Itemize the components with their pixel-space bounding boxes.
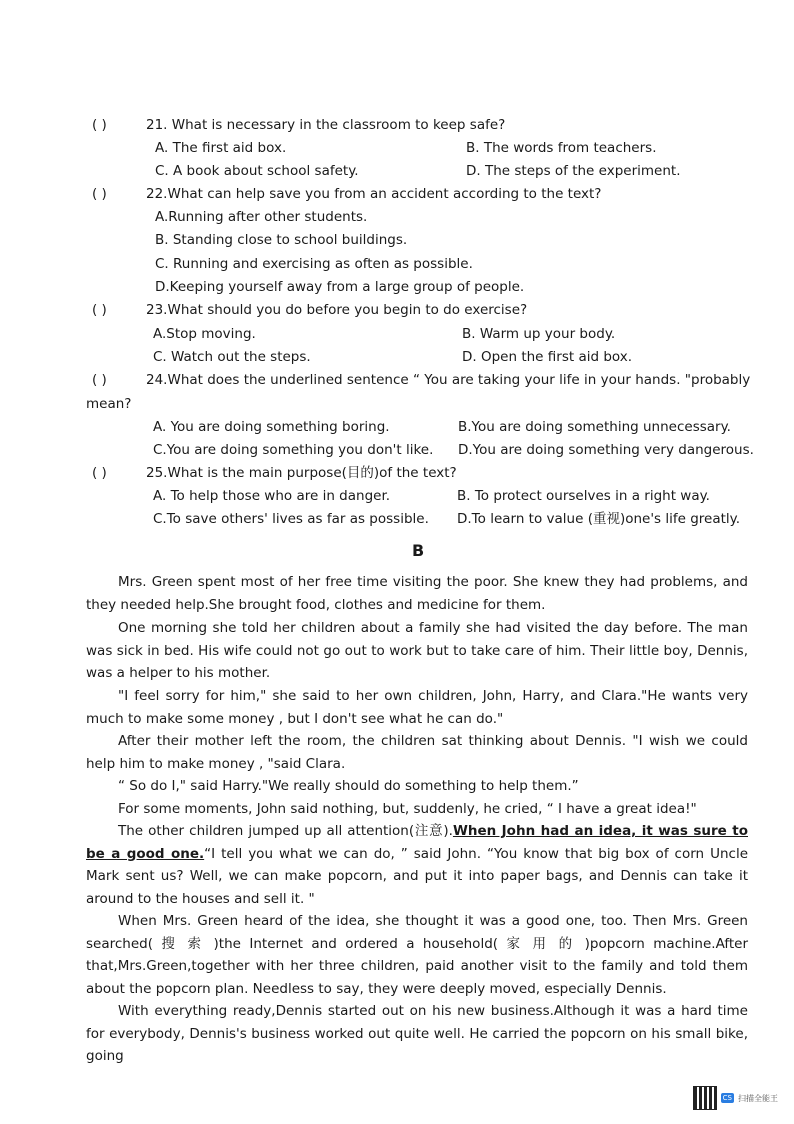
question-stem: 24.What does the underlined sentence “ You are taking your life in your hands. "probably (146, 372, 751, 388)
option-c: C. A book about school safety. (155, 163, 359, 179)
answer-blank: ( ) (92, 372, 107, 388)
option-b: B. To protect ourselves in a right way. (457, 488, 710, 504)
option-a: A. To help those who are in danger. (153, 488, 391, 504)
qr-code-icon (693, 1086, 717, 1110)
option-c: C. Watch out the steps. (153, 349, 311, 365)
answer-blank: ( ) (92, 117, 107, 133)
question-stem: 25.What is the main purpose(目的)of the text? (146, 465, 457, 481)
option-b: B. Warm up your body. (462, 326, 616, 342)
answer-blank: ( ) (92, 465, 107, 481)
scanner-label: 扫描全能王 (738, 1093, 778, 1103)
question-stem: 22.What can help save you from an accident according to the text? (146, 186, 602, 202)
paragraph: After their mother left the room, the children sat thinking about Dennis. "I wish we could help him to make money , "said Clara. (86, 733, 748, 772)
scanner-logo-icon: CS (722, 1094, 732, 1102)
option-d: D.Keeping yourself away from a large group of people. (155, 279, 525, 295)
option-a: A. The first aid box. (155, 140, 287, 156)
option-c: C. Running and exercising as often as possible. (155, 256, 473, 272)
paragraph: For some moments, John said nothing, but, suddenly, he cried, “ I have a great idea!" (118, 801, 697, 817)
option-d: D.You are doing something very dangerous. (458, 442, 754, 458)
question-stem-continued: mean? (86, 396, 132, 412)
question-24 (92, 371, 750, 389)
question-23 (92, 301, 527, 319)
underlined-sentence: When John had an idea, it was sure to be a good one. (86, 823, 748, 862)
option-b: B. The words from teachers. (466, 140, 657, 156)
paragraph: “ So do I," said Harry."We really should do something to help them.” (118, 778, 579, 794)
question-21 (92, 116, 505, 134)
option-b: B. Standing close to school buildings. (155, 232, 408, 248)
option-c: C.To save others' lives as far as possible. (153, 511, 429, 527)
question-stem: 23.What should you do before you begin to do exercise? (146, 302, 528, 318)
option-b: B.You are doing something unnecessary. (458, 419, 731, 435)
question-25 (92, 464, 457, 482)
paragraph: One morning she told her children about a family she had visited the day before. The man was sick in bed. His wife could not go out to work but to take care of him. Their little boy, Dennis, was a helper to his mother. (86, 620, 748, 681)
question-22 (92, 185, 601, 203)
paragraph: When Mrs. Green heard of the idea, she thought it was a good one, too. Then Mrs. Green searched( 搜 索 )the Internet and ordered a household( 家 用 的 )popcorn machine.After that,Mrs.Green,together with her three children, paid another visit to the family and told them about the popcorn plan. Needless to say, they were deeply moved, especially Dennis. (86, 913, 748, 997)
paragraph: With everything ready,Dennis started out on his new business.Although it was a hard time for everybody, Dennis's business worked out quite well. He carried the popcorn on his small bike, going (86, 1003, 748, 1064)
option-d: D. The steps of the experiment. (466, 163, 681, 179)
paragraph: The other children jumped up all attention(注意).When John had an idea, it was sure to be a good one.“I tell you what we can do, ” said John. “You know that big box of corn Uncle Mark sent us? Well, we can make popcorn, and put it into paper bags, and Dennis can take it around to the houses and sell it. " (86, 823, 748, 907)
section-heading: B (412, 541, 425, 560)
option-d: D. Open the first aid box. (462, 349, 633, 365)
paragraph: Mrs. Green spent most of her free time visiting the poor. She knew they had problems, and they needed help.She brought food, clothes and medicine for them. (86, 574, 748, 613)
answer-blank: ( ) (92, 302, 107, 318)
option-a: A. You are doing something boring. (153, 419, 390, 435)
paragraph: "I feel sorry for him," she said to her own children, John, Harry, and Clara."He wants very much to make some money , but I don't see what he can do." (86, 688, 748, 727)
option-a: A.Running after other students. (155, 209, 368, 225)
option-c: C.You are doing something you don't like. (153, 442, 434, 458)
answer-blank: ( ) (92, 186, 107, 202)
scanner-watermark (693, 1086, 778, 1110)
option-d: D.To learn to value (重视)one's life greatly. (457, 511, 741, 527)
option-a: A.Stop moving. (153, 326, 256, 342)
question-stem: 21. What is necessary in the classroom to keep safe? (146, 117, 506, 133)
